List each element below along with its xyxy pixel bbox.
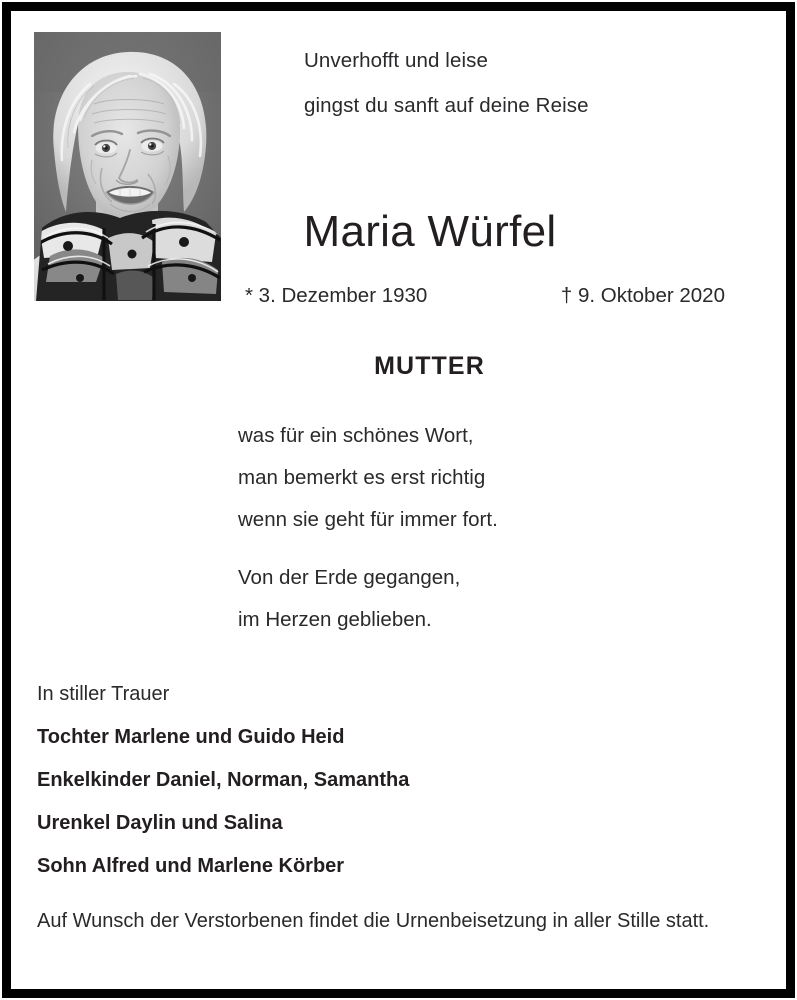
stanza-spacer [238,541,708,557]
relation-heading: MUTTER [374,352,485,380]
mourner-line: Tochter Marlene und Guido Heid [37,726,345,748]
mourner-line: Enkelkinder Daniel, Norman, Samantha [37,769,410,791]
portrait-image [34,32,221,301]
verse-line: Von der Erde gegangen, [238,566,461,589]
mourning-border [2,2,795,998]
verse-line: was für ein schönes Wort, [238,424,474,447]
mourners-lead: In stiller Trauer [37,683,170,705]
mourner-line: Sohn Alfred und Marlene Körber [37,855,345,877]
closing-note: Auf Wunsch der Verstorbenen findet die Urnenbeisetzung in aller Stille statt. [37,910,710,932]
life-dates [245,281,725,311]
mourners-block [37,673,637,888]
verse-line: im Herzen geblieben. [238,608,432,631]
intro-verse-line: Unverhofft und leise [304,49,488,72]
notice-content [11,11,786,989]
birth-date: * 3. Dezember 1930 [245,284,428,307]
memorial-verse [238,415,708,641]
portrait-photo [34,32,221,301]
intro-verse [304,38,764,128]
intro-verse-line: gingst du sanft auf deine Reise [304,94,589,117]
verse-line: wenn sie geht für immer fort. [238,508,498,531]
mourner-line: Urenkel Daylin und Salina [37,812,283,834]
deceased-name: Maria Würfel [303,207,557,256]
death-date: † 9. Oktober 2020 [560,284,725,307]
verse-line: man bemerkt es erst richtig [238,466,486,489]
